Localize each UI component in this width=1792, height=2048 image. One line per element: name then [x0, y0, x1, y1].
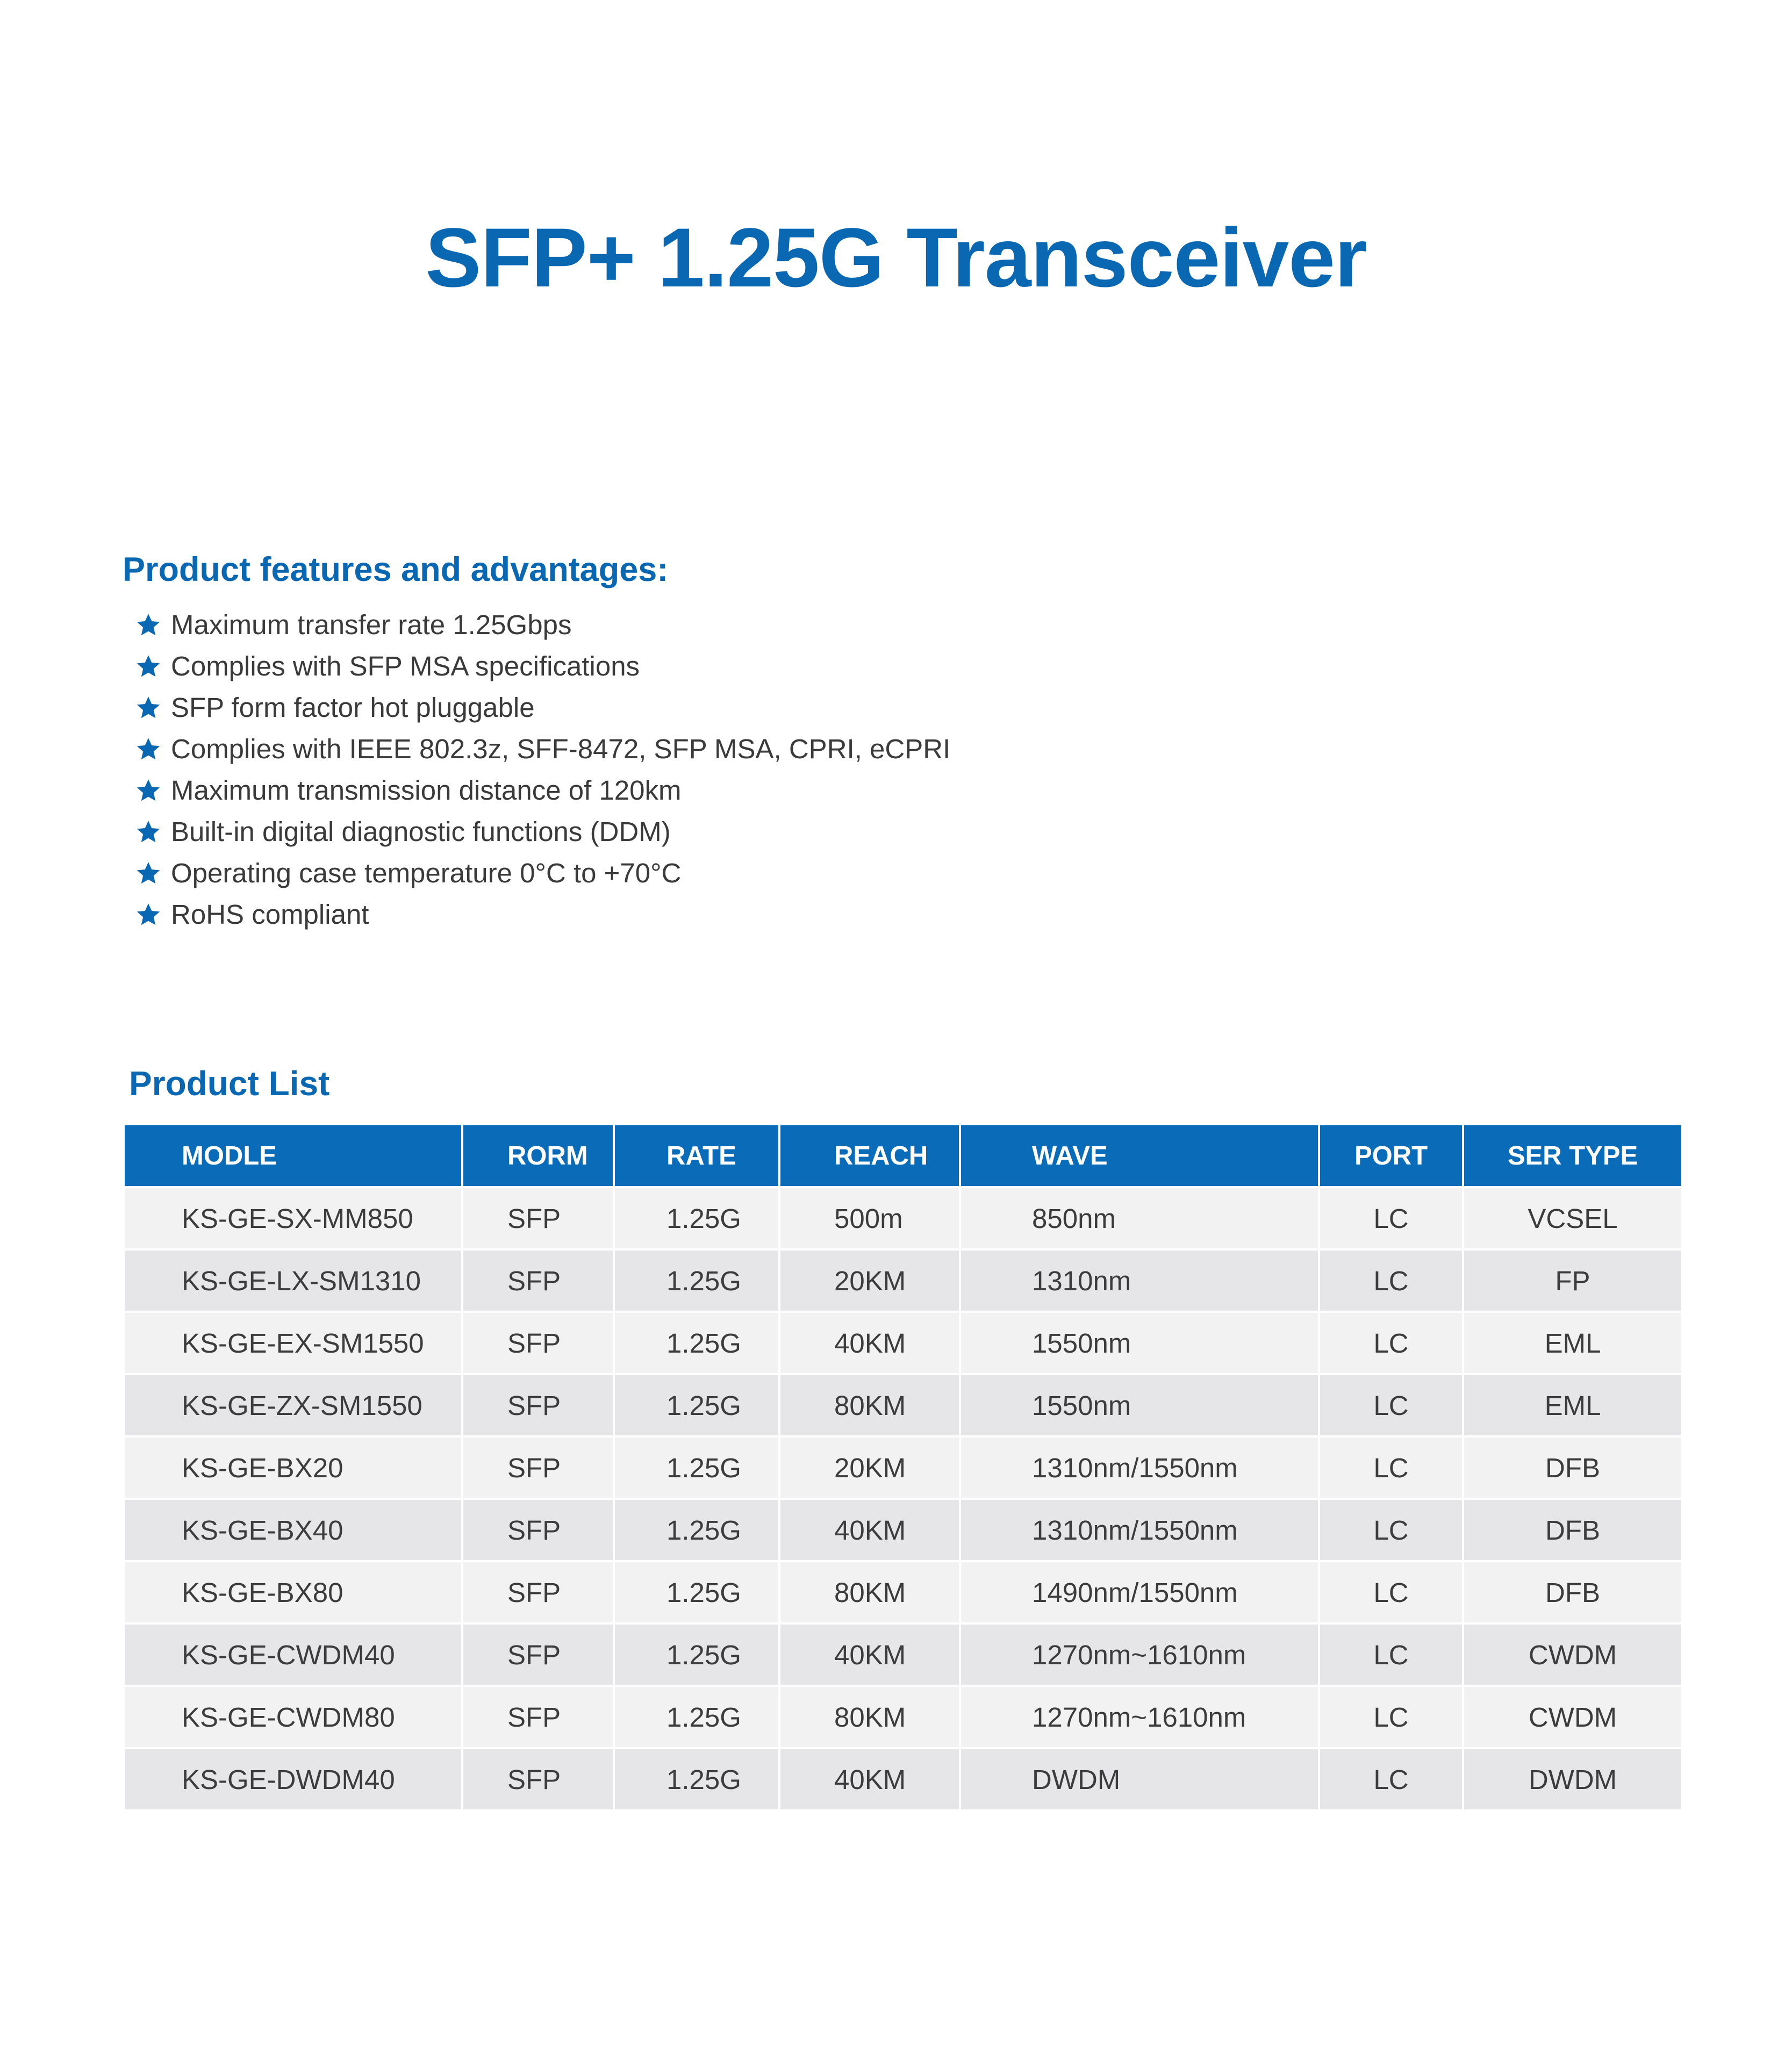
cell-ser-type: DFB [1463, 1561, 1681, 1623]
table-row [125, 1748, 1681, 1809]
cell-form: SFP [462, 1686, 614, 1748]
feature-item [135, 811, 950, 852]
cell-rate: 1.25G [614, 1249, 779, 1312]
cell-reach: 80KM [779, 1561, 960, 1623]
column-header-reach: REACH [779, 1125, 960, 1187]
feature-item [135, 770, 950, 811]
cell-reach: 80KM [779, 1374, 960, 1436]
table-header-row [125, 1125, 1681, 1187]
table-body [125, 1187, 1681, 1809]
cell-rate: 1.25G [614, 1374, 779, 1436]
table-row [125, 1249, 1681, 1312]
cell-model: KS-GE-LX-SM1310 [125, 1249, 462, 1312]
feature-item [135, 687, 950, 728]
column-header-wave: WAVE [960, 1125, 1319, 1187]
cell-reach: 80KM [779, 1686, 960, 1748]
features-list [135, 604, 950, 935]
feature-text: Built-in digital diagnostic functions (DDM) [171, 816, 671, 847]
cell-rate: 1.25G [614, 1499, 779, 1561]
cell-model: KS-GE-CWDM80 [125, 1686, 462, 1748]
cell-wave: 1310nm [960, 1249, 1319, 1312]
column-header-model: MODLE [125, 1125, 462, 1187]
cell-form: SFP [462, 1374, 614, 1436]
cell-form: SFP [462, 1436, 614, 1499]
product-table [125, 1125, 1681, 1809]
cell-wave: 850nm [960, 1187, 1319, 1249]
cell-reach: 20KM [779, 1436, 960, 1499]
feature-text: Operating case temperature 0°C to +70°C [171, 858, 682, 888]
feature-item [135, 604, 950, 645]
table-row [125, 1561, 1681, 1623]
cell-reach: 500m [779, 1187, 960, 1249]
cell-wave: 1310nm/1550nm [960, 1499, 1319, 1561]
feature-text: Maximum transfer rate 1.25Gbps [171, 609, 572, 640]
column-header-port: PORT [1319, 1125, 1463, 1187]
feature-text: Maximum transmission distance of 120km [171, 775, 682, 806]
feature-text: Complies with SFP MSA specifications [171, 651, 640, 681]
star-icon [135, 612, 161, 638]
cell-model: KS-GE-CWDM40 [125, 1623, 462, 1686]
star-icon [135, 819, 161, 845]
table-row [125, 1187, 1681, 1249]
cell-reach: 40KM [779, 1623, 960, 1686]
feature-text: Complies with IEEE 802.3z, SFF-8472, SFP MSA, CPRI, eCPRI [171, 734, 951, 764]
cell-rate: 1.25G [614, 1187, 779, 1249]
cell-model: KS-GE-BX80 [125, 1561, 462, 1623]
feature-item [135, 894, 950, 935]
column-header-ser-type: SER TYPE [1463, 1125, 1681, 1187]
feature-text: SFP form factor hot pluggable [171, 692, 535, 723]
cell-rate: 1.25G [614, 1436, 779, 1499]
cell-reach: 20KM [779, 1249, 960, 1312]
cell-ser-type: CWDM [1463, 1623, 1681, 1686]
cell-ser-type: DFB [1463, 1499, 1681, 1561]
cell-ser-type: DWDM [1463, 1748, 1681, 1809]
cell-port: LC [1319, 1312, 1463, 1374]
features-heading: Product features and advantages: [123, 551, 669, 588]
column-header-rate: RATE [614, 1125, 779, 1187]
cell-model: KS-GE-EX-SM1550 [125, 1312, 462, 1374]
star-icon [135, 860, 161, 886]
cell-wave: 1490nm/1550nm [960, 1561, 1319, 1623]
cell-port: LC [1319, 1436, 1463, 1499]
cell-form: SFP [462, 1312, 614, 1374]
star-icon [135, 778, 161, 803]
cell-wave: 1270nm~1610nm [960, 1686, 1319, 1748]
cell-form: SFP [462, 1499, 614, 1561]
cell-port: LC [1319, 1374, 1463, 1436]
star-icon [135, 695, 161, 721]
cell-rate: 1.25G [614, 1623, 779, 1686]
table-row [125, 1623, 1681, 1686]
cell-reach: 40KM [779, 1312, 960, 1374]
cell-port: LC [1319, 1561, 1463, 1623]
cell-wave: 1550nm [960, 1374, 1319, 1436]
feature-text: RoHS compliant [171, 899, 369, 930]
cell-rate: 1.25G [614, 1312, 779, 1374]
cell-reach: 40KM [779, 1748, 960, 1809]
star-icon [135, 902, 161, 928]
cell-form: SFP [462, 1249, 614, 1312]
cell-port: LC [1319, 1686, 1463, 1748]
cell-form: SFP [462, 1748, 614, 1809]
star-icon [135, 736, 161, 762]
feature-item [135, 728, 950, 770]
table-row [125, 1686, 1681, 1748]
cell-wave: DWDM [960, 1748, 1319, 1809]
cell-reach: 40KM [779, 1499, 960, 1561]
cell-model: KS-GE-ZX-SM1550 [125, 1374, 462, 1436]
column-header-form: RORM [462, 1125, 614, 1187]
cell-port: LC [1319, 1623, 1463, 1686]
cell-ser-type: DFB [1463, 1436, 1681, 1499]
cell-port: LC [1319, 1499, 1463, 1561]
page-title: SFP+ 1.25G Transceiver [425, 211, 1367, 305]
cell-ser-type: FP [1463, 1249, 1681, 1312]
cell-ser-type: VCSEL [1463, 1187, 1681, 1249]
table-row [125, 1436, 1681, 1499]
cell-form: SFP [462, 1623, 614, 1686]
cell-model: KS-GE-DWDM40 [125, 1748, 462, 1809]
cell-form: SFP [462, 1561, 614, 1623]
feature-item [135, 645, 950, 687]
star-icon [135, 653, 161, 679]
cell-wave: 1270nm~1610nm [960, 1623, 1319, 1686]
cell-wave: 1550nm [960, 1312, 1319, 1374]
cell-form: SFP [462, 1187, 614, 1249]
table-row [125, 1312, 1681, 1374]
cell-ser-type: EML [1463, 1374, 1681, 1436]
cell-port: LC [1319, 1748, 1463, 1809]
cell-rate: 1.25G [614, 1561, 779, 1623]
table-row [125, 1499, 1681, 1561]
cell-rate: 1.25G [614, 1686, 779, 1748]
cell-ser-type: EML [1463, 1312, 1681, 1374]
feature-item [135, 852, 950, 894]
cell-ser-type: CWDM [1463, 1686, 1681, 1748]
cell-rate: 1.25G [614, 1748, 779, 1809]
cell-model: KS-GE-BX40 [125, 1499, 462, 1561]
product-list-heading: Product List [129, 1064, 330, 1103]
cell-wave: 1310nm/1550nm [960, 1436, 1319, 1499]
cell-model: KS-GE-BX20 [125, 1436, 462, 1499]
cell-port: LC [1319, 1187, 1463, 1249]
cell-port: LC [1319, 1249, 1463, 1312]
table-row [125, 1374, 1681, 1436]
cell-model: KS-GE-SX-MM850 [125, 1187, 462, 1249]
